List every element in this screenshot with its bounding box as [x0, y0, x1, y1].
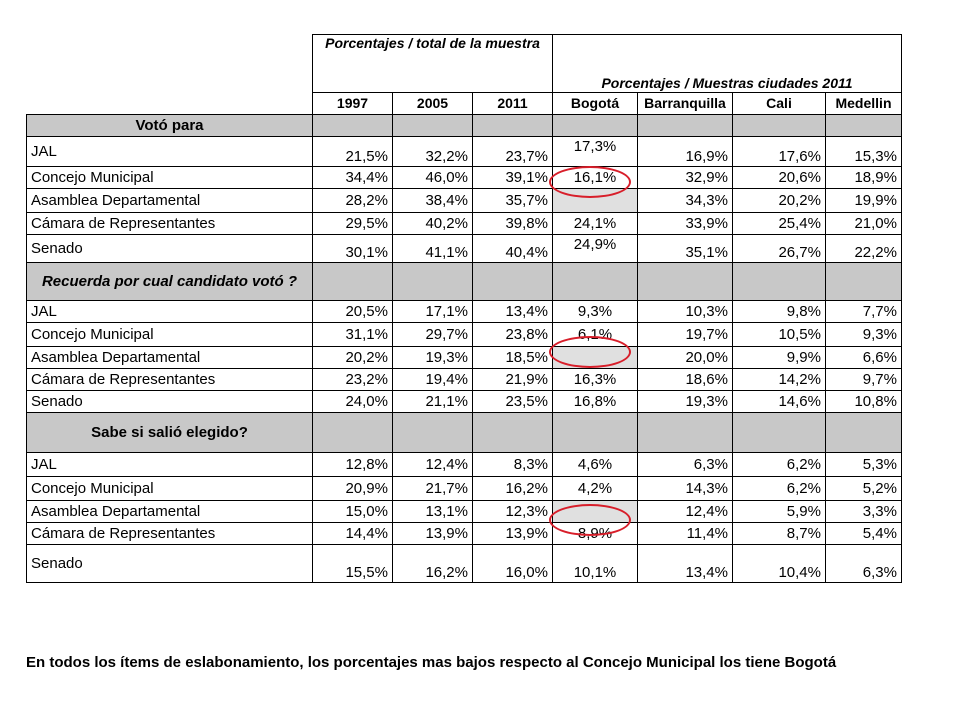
table-cell: 5,2%: [826, 477, 902, 501]
table-cell: 3,3%: [826, 501, 902, 523]
table-cell: 17,6%: [733, 137, 826, 167]
table-cell: 16,2%: [473, 477, 553, 501]
header-corner-2: [27, 93, 313, 115]
table-cell: 39,1%: [473, 167, 553, 189]
row-label: JAL: [27, 453, 313, 477]
table-cell: 16,9%: [638, 137, 733, 167]
section-fill-cell: [393, 263, 473, 301]
table-cell: 20,6%: [733, 167, 826, 189]
table-cell: 12,4%: [393, 453, 473, 477]
table-cell: 10,3%: [638, 301, 733, 323]
table-cell: 18,5%: [473, 347, 553, 369]
table-row: [27, 189, 902, 213]
table-row: [27, 137, 902, 167]
row-label: Concejo Municipal: [27, 477, 313, 501]
table-cell: 40,2%: [393, 213, 473, 235]
col-header: Cali: [733, 93, 826, 115]
table-cell: 32,9%: [638, 167, 733, 189]
survey-table: [26, 34, 902, 583]
table-row: [27, 477, 902, 501]
table-row: [27, 347, 902, 369]
table-cell: 16,2%: [393, 545, 473, 583]
section-title: Sabe si salió elegido?: [27, 413, 313, 453]
table-cell: 12,3%: [473, 501, 553, 523]
section-header-row: [27, 263, 902, 301]
row-label: JAL: [27, 137, 313, 167]
section-fill-cell: [393, 413, 473, 453]
table-cell: 15,0%: [313, 501, 393, 523]
row-label: Senado: [27, 391, 313, 413]
table-cell: 24,0%: [313, 391, 393, 413]
table-cell: 19,7%: [638, 323, 733, 347]
table-cell: 15,5%: [313, 545, 393, 583]
table-cell: 46,0%: [393, 167, 473, 189]
table-cell: 23,5%: [473, 391, 553, 413]
table-row: [27, 213, 902, 235]
table-row: [27, 523, 902, 545]
table-cell: 23,7%: [473, 137, 553, 167]
table-cell: 17,1%: [393, 301, 473, 323]
section-fill-cell: [553, 115, 638, 137]
table-cell: 8,3%: [473, 453, 553, 477]
section-fill-cell: [826, 263, 902, 301]
header-group-total: Porcentajes / total de la muestra: [313, 35, 553, 93]
section-fill-cell: [733, 413, 826, 453]
table-cell: 41,1%: [393, 235, 473, 263]
col-header: 2005: [393, 93, 473, 115]
table-cell: 24,1%: [553, 213, 638, 235]
table-cell: 10,1%: [553, 545, 638, 583]
section-fill-cell: [733, 115, 826, 137]
section-fill-cell: [473, 263, 553, 301]
col-header: Bogotá: [553, 93, 638, 115]
section-fill-cell: [638, 115, 733, 137]
table-cell: 7,7%: [826, 301, 902, 323]
table-cell: 13,4%: [473, 301, 553, 323]
table-row: [27, 235, 902, 263]
table-cell: 30,1%: [313, 235, 393, 263]
table-cell: 12,4%: [638, 501, 733, 523]
table-cell: 6,2%: [733, 477, 826, 501]
section-fill-cell: [313, 413, 393, 453]
row-label: JAL: [27, 301, 313, 323]
table-cell: 14,6%: [733, 391, 826, 413]
table-cell: 14,3%: [638, 477, 733, 501]
table-cell: 21,1%: [393, 391, 473, 413]
section-fill-cell: [473, 115, 553, 137]
table-cell: 20,2%: [313, 347, 393, 369]
table-cell: 20,5%: [313, 301, 393, 323]
table-cell: 15,3%: [826, 137, 902, 167]
table-row: [27, 391, 902, 413]
table-cell: 8,9%: [553, 523, 638, 545]
table-cell: 19,9%: [826, 189, 902, 213]
section-fill-cell: [393, 115, 473, 137]
table-cell: 10,4%: [733, 545, 826, 583]
table-cell: 5,9%: [733, 501, 826, 523]
row-label: Asamblea Departamental: [27, 347, 313, 369]
table-cell: 38,4%: [393, 189, 473, 213]
table-cell: 9,8%: [733, 301, 826, 323]
section-title: Votó para: [27, 115, 313, 137]
section-fill-cell: [638, 263, 733, 301]
table-cell: 13,9%: [473, 523, 553, 545]
table-cell: 19,3%: [638, 391, 733, 413]
table-cell: 21,9%: [473, 369, 553, 391]
row-label: Asamblea Departamental: [27, 501, 313, 523]
col-header: 2011: [473, 93, 553, 115]
table-cell: 11,4%: [638, 523, 733, 545]
table-cell: 10,8%: [826, 391, 902, 413]
table-row: [27, 369, 902, 391]
table-row: [27, 501, 902, 523]
section-fill-cell: [733, 263, 826, 301]
table-cell: 20,9%: [313, 477, 393, 501]
table-cell: 20,0%: [638, 347, 733, 369]
table-cell: 32,2%: [393, 137, 473, 167]
table-row: [27, 453, 902, 477]
table-row: [27, 323, 902, 347]
table-cell: 23,8%: [473, 323, 553, 347]
section-fill-cell: [826, 115, 902, 137]
section-header-row: [27, 413, 902, 453]
section-fill-cell: [313, 115, 393, 137]
table-cell: 12,8%: [313, 453, 393, 477]
section-fill-cell: [826, 413, 902, 453]
table-cell: 20,2%: [733, 189, 826, 213]
table-cell: [553, 347, 638, 369]
table-cell: 9,3%: [826, 323, 902, 347]
table-cell: [553, 501, 638, 523]
table-cell: 16,1%: [553, 167, 638, 189]
table-cell: 34,4%: [313, 167, 393, 189]
table-cell: 14,2%: [733, 369, 826, 391]
header-columns-row: [27, 93, 902, 115]
table-cell: 4,2%: [553, 477, 638, 501]
table-cell: 35,1%: [638, 235, 733, 263]
table-cell: 13,1%: [393, 501, 473, 523]
table-row: [27, 545, 902, 583]
table-cell: 40,4%: [473, 235, 553, 263]
footnote: En todos los ítems de eslabonamiento, los porcentajes mas bajos respecto al Concejo Municipal los tiene Bogotá: [26, 654, 837, 671]
row-label: Cámara de Representantes: [27, 369, 313, 391]
table-cell: 13,4%: [638, 545, 733, 583]
table-cell: 6,6%: [826, 347, 902, 369]
row-label: Senado: [27, 235, 313, 263]
table-cell: 22,2%: [826, 235, 902, 263]
section-title: Recuerda por cual candidato votó ?: [27, 263, 313, 301]
table-cell: 33,9%: [638, 213, 733, 235]
header-corner: [27, 35, 313, 93]
table-cell: 6,3%: [638, 453, 733, 477]
header-group-row: [27, 35, 902, 93]
table-cell: 13,9%: [393, 523, 473, 545]
section-fill-cell: [553, 263, 638, 301]
table-cell: [553, 189, 638, 213]
table-cell: 16,0%: [473, 545, 553, 583]
table-cell: 39,8%: [473, 213, 553, 235]
section-fill-cell: [313, 263, 393, 301]
table-cell: 34,3%: [638, 189, 733, 213]
table-cell: 25,4%: [733, 213, 826, 235]
table-cell: 5,4%: [826, 523, 902, 545]
section-fill-cell: [473, 413, 553, 453]
table-cell: 35,7%: [473, 189, 553, 213]
table-cell: 23,2%: [313, 369, 393, 391]
row-label: Concejo Municipal: [27, 323, 313, 347]
table-cell: 31,1%: [313, 323, 393, 347]
table-cell: 4,6%: [553, 453, 638, 477]
table-cell: 8,7%: [733, 523, 826, 545]
section-fill-cell: [553, 413, 638, 453]
row-label: Cámara de Representantes: [27, 213, 313, 235]
table-cell: 14,4%: [313, 523, 393, 545]
table-cell: 21,0%: [826, 213, 902, 235]
table-cell: 29,7%: [393, 323, 473, 347]
table-cell: 17,3%: [553, 137, 638, 167]
table-cell: 9,9%: [733, 347, 826, 369]
table-cell: 28,2%: [313, 189, 393, 213]
table-cell: 9,7%: [826, 369, 902, 391]
table-cell: 6,3%: [826, 545, 902, 583]
table-cell: 18,6%: [638, 369, 733, 391]
table-cell: 6,1%: [553, 323, 638, 347]
table-cell: 29,5%: [313, 213, 393, 235]
table-cell: 6,2%: [733, 453, 826, 477]
table-row: [27, 167, 902, 189]
row-label: Concejo Municipal: [27, 167, 313, 189]
table-cell: 21,5%: [313, 137, 393, 167]
section-header-row: [27, 115, 902, 137]
table-cell: 24,9%: [553, 235, 638, 263]
table-cell: 16,3%: [553, 369, 638, 391]
table-cell: 18,9%: [826, 167, 902, 189]
row-label: Senado: [27, 545, 313, 583]
row-label: Asamblea Departamental: [27, 189, 313, 213]
table-cell: 19,3%: [393, 347, 473, 369]
header-group-cities: Porcentajes / Muestras ciudades 2011: [553, 35, 902, 93]
row-label: Cámara de Representantes: [27, 523, 313, 545]
col-header: Medellin: [826, 93, 902, 115]
col-header: Barranquilla: [638, 93, 733, 115]
table-cell: 5,3%: [826, 453, 902, 477]
table-cell: 9,3%: [553, 301, 638, 323]
table-cell: 19,4%: [393, 369, 473, 391]
table-cell: 10,5%: [733, 323, 826, 347]
table-row: [27, 301, 902, 323]
table-cell: 21,7%: [393, 477, 473, 501]
table-cell: 26,7%: [733, 235, 826, 263]
table-cell: 16,8%: [553, 391, 638, 413]
section-fill-cell: [638, 413, 733, 453]
col-header: 1997: [313, 93, 393, 115]
